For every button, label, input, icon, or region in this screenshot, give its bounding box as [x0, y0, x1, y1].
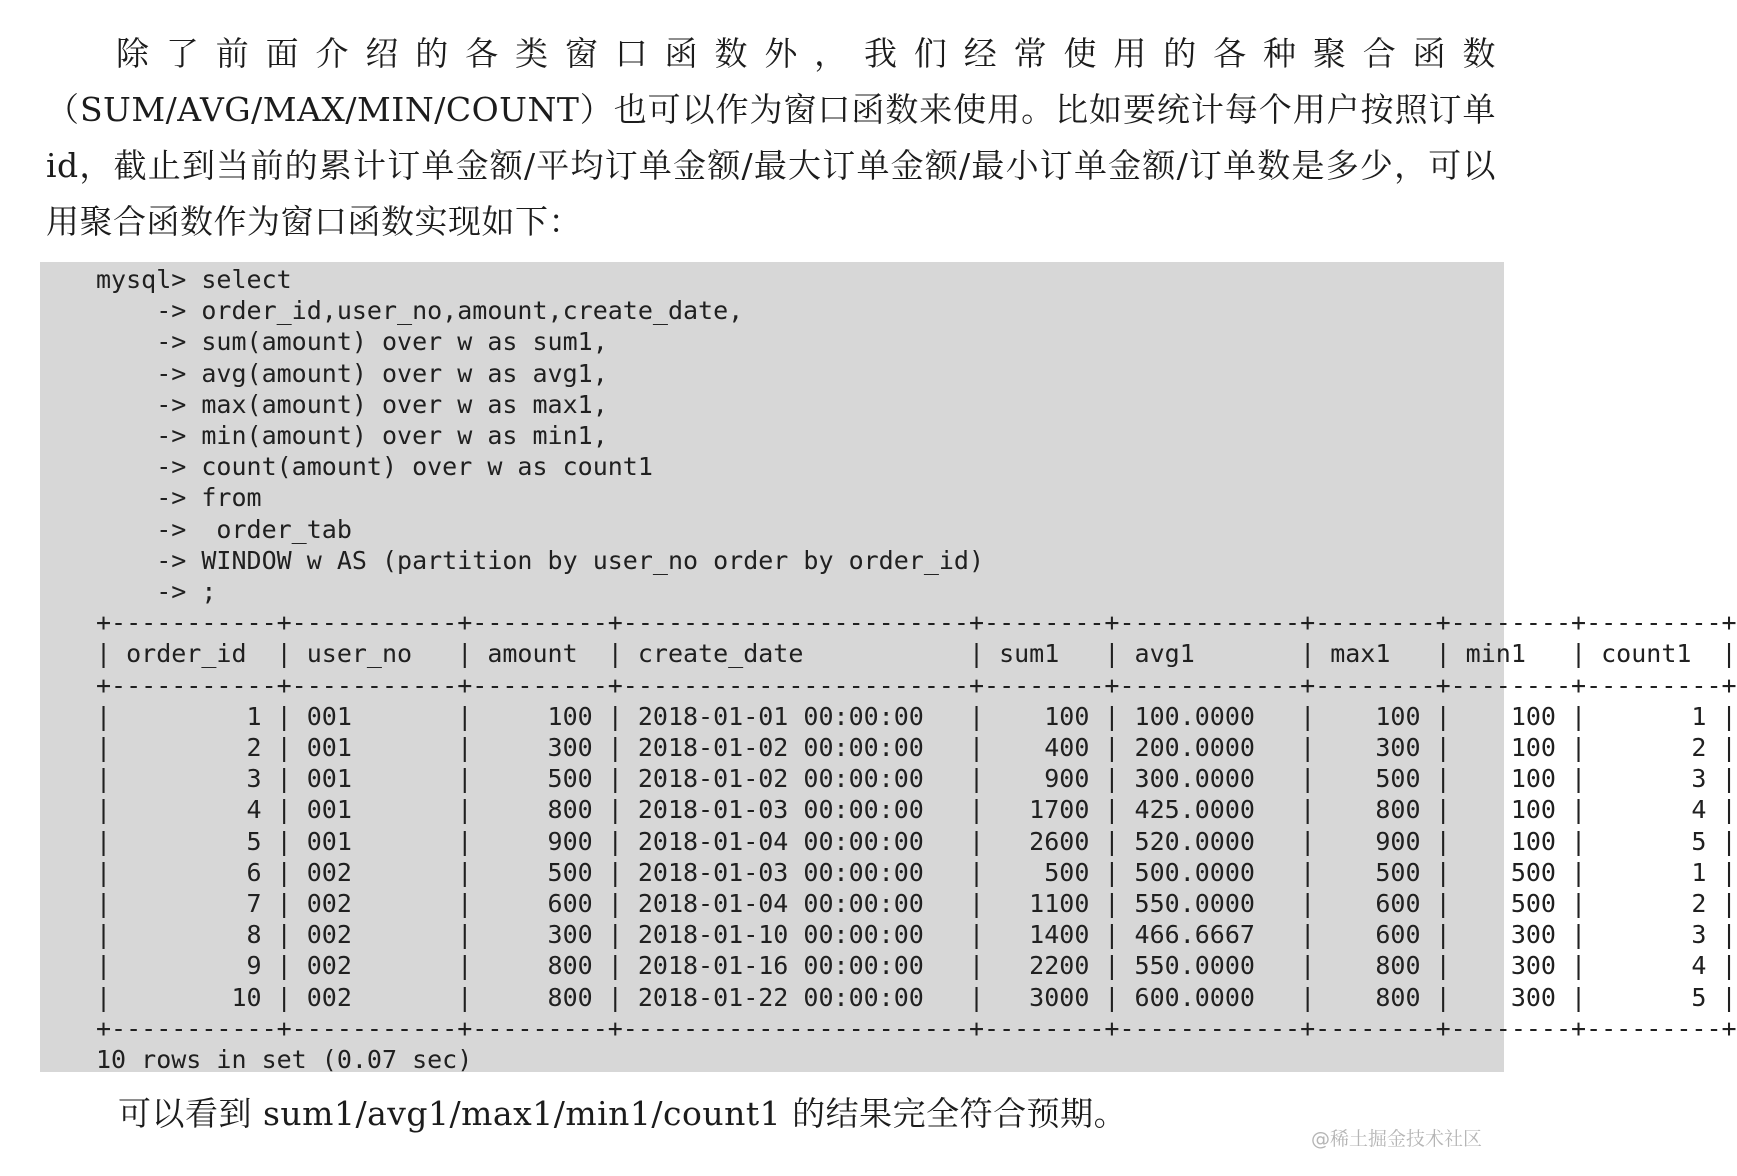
query-line: -> ;	[156, 577, 217, 607]
query-line: -> avg(amount) over w as avg1,	[156, 358, 608, 388]
query-line: mysql> select	[96, 265, 292, 294]
query-line: -> order_id,user_no,amount,create_date,	[156, 296, 744, 326]
query-line: -> order_tab	[156, 514, 352, 544]
intro-paragraph: 除了前面介绍的各类窗口函数外，我们经常使用的各种聚合函数（SUM/AVG/MAX/MIN/COUNT）也可以作为窗口函数来使用。比如要统计每个用户按照订单 id，截止到当前的累计订单金额/平均订单金额/最大订单金额/最小订单金额/订单数是多少，可以用聚合函数作为窗口函数实现如下：	[46, 34, 1496, 241]
code-block	[40, 262, 1737, 1075]
table-row: | 9 | 002 | 800 | 2018-01-16 00:00:00 | 2200 | 550.0000 | 800 | 300 | 4 |	[96, 951, 1737, 981]
table-row: | 3 | 001 | 500 | 2018-01-02 00:00:00 | 900 | 300.0000 | 500 | 100 | 3 |	[96, 764, 1737, 794]
table-header: | order_id | user_no | amount | create_date | sum1 | avg1 | max1 | min1 | count1 |	[96, 639, 1737, 669]
result-footer: 10 rows in set (0.07 sec)	[96, 1045, 473, 1075]
table-row: | 5 | 001 | 900 | 2018-01-04 00:00:00 | 2600 | 520.0000 | 900 | 100 | 5 |	[96, 826, 1737, 856]
watermark: @稀土掘金技术社区	[1310, 1128, 1482, 1150]
table-row: | 10 | 002 | 800 | 2018-01-22 00:00:00 | 3000 | 600.0000 | 800 | 300 | 5 |	[96, 982, 1737, 1012]
query-line: -> count(amount) over w as count1	[156, 452, 653, 482]
table-row: | 2 | 001 | 300 | 2018-01-02 00:00:00 | 400 | 200.0000 | 300 | 100 | 2 |	[96, 733, 1737, 763]
sql-console-output	[96, 264, 1737, 1075]
query-line: -> from	[156, 483, 262, 513]
query-line: -> max(amount) over w as max1,	[156, 389, 608, 419]
table-row: | 4 | 001 | 800 | 2018-01-03 00:00:00 | 1700 | 425.0000 | 800 | 100 | 4 |	[96, 795, 1737, 825]
table-row: | 8 | 002 | 300 | 2018-01-10 00:00:00 | 1400 | 466.6667 | 600 | 300 | 3 |	[96, 920, 1737, 950]
table-row: | 1 | 001 | 100 | 2018-01-01 00:00:00 | 100 | 100.0000 | 100 | 100 | 1 |	[96, 701, 1737, 731]
table-border: +-----------+-----------+---------+-----------------------+--------+------------+--------+--------+---------+	[96, 1013, 1737, 1043]
conclusion-paragraph: 可以看到 sum1/avg1/max1/min1/count1 的结果完全符合预期。	[118, 1094, 1128, 1133]
table-row: | 6 | 002 | 500 | 2018-01-03 00:00:00 | 500 | 500.0000 | 500 | 500 | 1 |	[96, 857, 1737, 887]
table-border: +-----------+-----------+---------+-----------------------+--------+------------+--------+--------+---------+	[96, 670, 1737, 700]
query-line: -> min(amount) over w as min1,	[156, 421, 608, 451]
query-line: -> WINDOW w AS (partition by user_no order by order_id)	[156, 545, 985, 575]
table-row: | 7 | 002 | 600 | 2018-01-04 00:00:00 | 1100 | 550.0000 | 600 | 500 | 2 |	[96, 889, 1737, 919]
query-line: -> sum(amount) over w as sum1,	[156, 327, 608, 357]
table-border: +-----------+-----------+---------+-----------------------+--------+------------+--------+--------+---------+	[96, 608, 1737, 638]
